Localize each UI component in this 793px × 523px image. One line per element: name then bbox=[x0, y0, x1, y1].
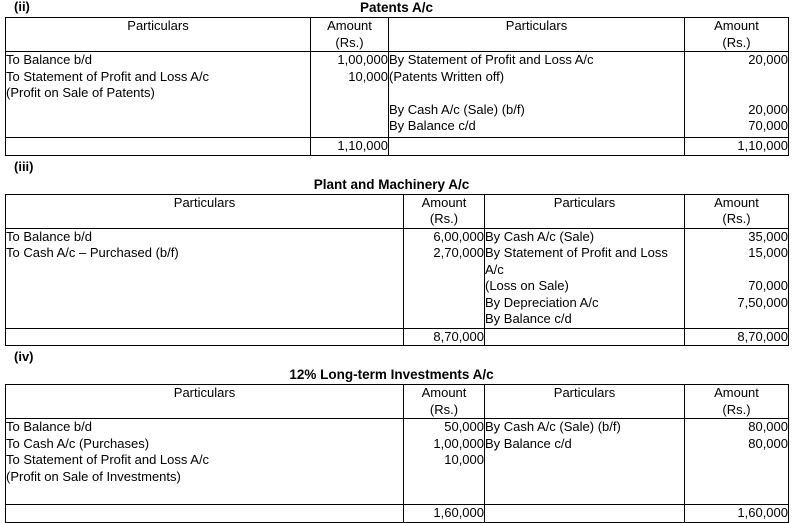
total-debit: 1,10,000 bbox=[311, 138, 389, 156]
credit-particulars: By Cash A/c (Sale) By Statement of Profit and Loss A/c (Loss on Sale) By Depreciation A/c By Balance c/d bbox=[485, 228, 685, 328]
account-title-long-term-investments: 12% Long-term Investments A/c bbox=[289, 367, 494, 382]
header-amount-line1: Amount bbox=[327, 18, 372, 33]
table-body-row bbox=[6, 52, 789, 138]
header-amount-credit bbox=[685, 194, 789, 228]
total-blank-left bbox=[6, 138, 311, 156]
header-amount-credit bbox=[685, 18, 789, 52]
header-amount-line2: (Rs.) bbox=[429, 401, 459, 417]
total-credit: 1,10,000 bbox=[685, 138, 789, 156]
block-label-ii: (ii) bbox=[14, 0, 30, 14]
table-total-row bbox=[6, 328, 789, 346]
credit-particulars: By Cash A/c (Sale) (b/f) By Balance c/d bbox=[485, 419, 685, 505]
total-blank-left bbox=[6, 328, 404, 346]
header-amount-line1: Amount bbox=[714, 385, 759, 400]
header-particulars-debit: Particulars bbox=[6, 18, 311, 52]
header-particulars-debit: Particulars bbox=[6, 194, 404, 228]
debit-amounts: 1,00,000 10,000 bbox=[311, 52, 389, 138]
block-label-iii: (iii) bbox=[14, 158, 34, 174]
header-amount-line1: Amount bbox=[714, 194, 759, 210]
table-body-row bbox=[6, 228, 789, 328]
credit-amounts: 80,000 80,000 bbox=[685, 419, 789, 505]
header-amount-debit bbox=[404, 385, 485, 419]
header-amount-line2: (Rs.) bbox=[722, 34, 751, 50]
total-debit: 1,60,000 bbox=[404, 505, 485, 523]
total-blank-right bbox=[485, 505, 685, 523]
header-amount-line1: Amount bbox=[714, 18, 759, 33]
ledger-block-long-term-investments bbox=[0, 350, 793, 523]
header-amount-line2: (Rs.) bbox=[722, 211, 751, 226]
total-credit: 8,70,000 bbox=[685, 328, 789, 346]
total-blank-left bbox=[6, 505, 404, 523]
table-total-row bbox=[6, 138, 789, 156]
total-blank-right bbox=[485, 328, 685, 346]
header-amount-line2: (Rs.) bbox=[335, 34, 364, 50]
account-title-patents: Patents A/c bbox=[359, 0, 434, 15]
header-amount-credit bbox=[685, 385, 789, 419]
debit-particulars: To Balance b/d To Statement of Profit and Loss A/c (Profit on Sale of Patents) bbox=[6, 52, 311, 138]
header-amount-line1: Amount bbox=[421, 194, 467, 210]
credit-amounts: 35,000 15,000 70,000 7,50,000 bbox=[685, 228, 789, 328]
credit-amounts: 20,000 20,000 70,000 bbox=[685, 52, 789, 138]
header-amount-debit bbox=[311, 18, 389, 52]
patents-account-table bbox=[5, 17, 789, 156]
long-term-investments-account-table bbox=[5, 384, 789, 523]
plant-machinery-account-table bbox=[5, 194, 789, 347]
table-header-row bbox=[6, 385, 789, 419]
account-title-plant-machinery: Plant and Machinery A/c bbox=[313, 176, 470, 192]
header-particulars-credit: Particulars bbox=[485, 194, 685, 228]
header-amount-debit bbox=[404, 194, 485, 228]
debit-amounts: 6,00,000 2,70,000 bbox=[404, 228, 485, 328]
table-header-row bbox=[6, 194, 789, 228]
total-blank-right bbox=[389, 138, 685, 156]
total-credit: 1,60,000 bbox=[685, 505, 789, 523]
table-header-row bbox=[6, 18, 789, 52]
total-debit: 8,70,000 bbox=[404, 328, 485, 346]
header-particulars-credit: Particulars bbox=[485, 385, 685, 419]
debit-particulars: To Balance b/d To Cash A/c (Purchases) To Statement of Profit and Loss A/c (Profit on Sale of Investments) bbox=[6, 419, 404, 505]
table-body-row bbox=[6, 419, 789, 505]
credit-particulars: By Statement of Profit and Loss A/c (Patents Written off) By Cash A/c (Sale) (b/f) By Balance c/d bbox=[389, 52, 685, 138]
ledger-block-patents bbox=[0, 0, 793, 156]
ledger-block-plant-machinery bbox=[0, 160, 793, 347]
debit-amounts: 50,000 1,00,000 10,000 bbox=[404, 419, 485, 505]
header-amount-line1: Amount bbox=[421, 385, 467, 400]
header-amount-line2: (Rs.) bbox=[429, 211, 459, 226]
table-total-row bbox=[6, 505, 789, 523]
debit-particulars: To Balance b/d To Cash A/c – Purchased (b/f) bbox=[6, 228, 404, 328]
header-amount-line2: (Rs.) bbox=[722, 401, 751, 417]
header-particulars-credit: Particulars bbox=[389, 18, 685, 52]
header-particulars-debit: Particulars bbox=[6, 385, 404, 419]
block-label-iv: (iv) bbox=[14, 349, 34, 364]
